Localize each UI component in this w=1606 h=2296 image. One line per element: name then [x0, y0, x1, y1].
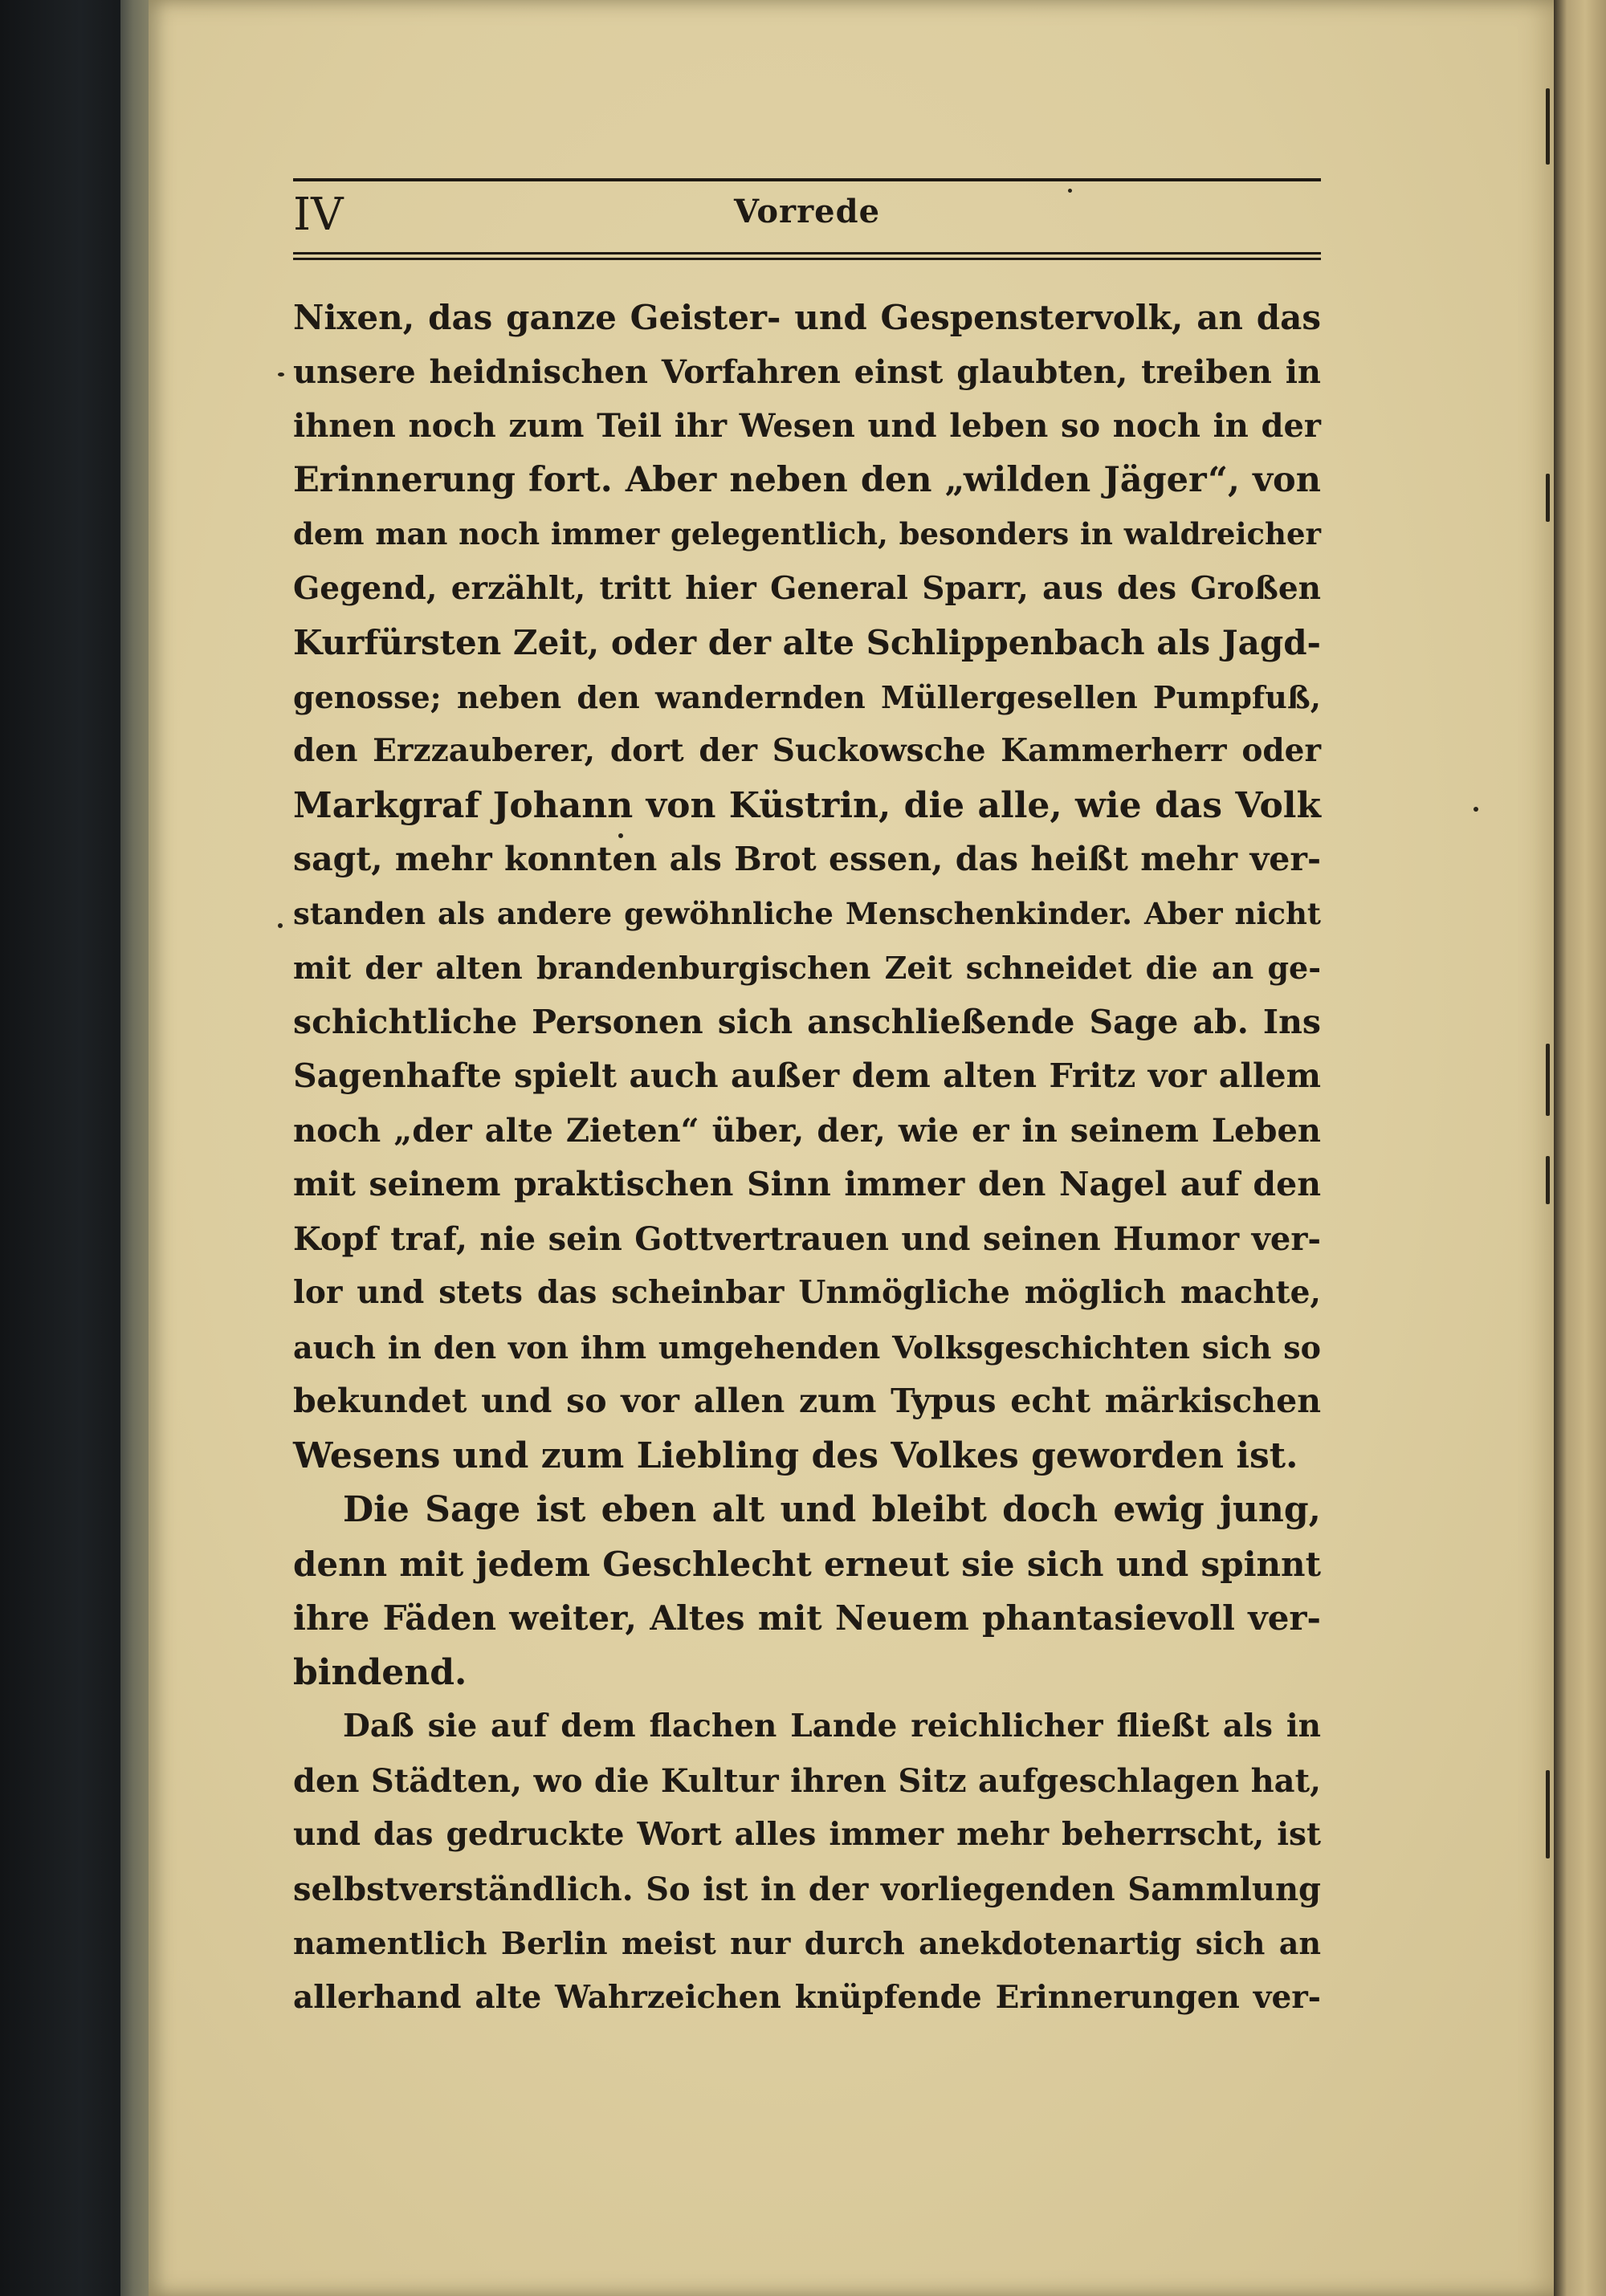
text-line: namentlich Berlin meist nur durch anekdotenartig sich an [293, 1925, 1321, 1961]
text-line: Wesens und zum Liebling des Volkes geworden ist. [293, 1435, 1298, 1476]
paper-speck [278, 372, 284, 377]
text-line: Kurfürsten Zeit, oder der alte Schlippenbach als Jagd- [293, 623, 1321, 662]
margin-mark [1546, 1156, 1550, 1204]
text-line: Markgraf Johann von Küstrin, die alle, wie das Volk [293, 784, 1321, 826]
text-line: sagt, mehr konnten als Brot essen, das heißt mehr ver- [293, 840, 1321, 878]
text-line: standen als andere gewöhnliche Menschenkinder. Aber nicht [293, 895, 1321, 931]
text-line: bindend. [293, 1651, 467, 1693]
text-line: genosse; neben den wandernden Müllergesellen Pumpfuß, [293, 678, 1321, 715]
text-line: den Erzzauberer, dort der Suckowsche Kammerherr oder [293, 732, 1321, 769]
header-rule-top [293, 178, 1321, 181]
paper-speck [1474, 807, 1478, 812]
text-line: Nixen, das ganze Geister- und Gespenstervolk, an das [293, 298, 1321, 337]
text-line: Kopf traf, nie sein Gottvertrauen und seinen Humor ver- [293, 1219, 1321, 1258]
book-cover-edge [120, 0, 153, 2296]
page-number: IV [293, 189, 344, 241]
text-line: dem man noch immer gelegentlich, besonders in waldreicher [293, 516, 1321, 552]
running-head [293, 178, 1321, 259]
text-line: selbstverständlich. So ist in der vorliegenden Sammlung [293, 1870, 1321, 1908]
text-line: unsere heidnischen Vorfahren einst glaubten, treiben in [293, 352, 1321, 391]
text-line: Die Sage ist eben alt und bleibt doch ewig jung, [343, 1489, 1321, 1530]
paper-speck [278, 923, 283, 928]
text-line: auch in den von ihm umgehenden Volksgeschichten sich so [293, 1329, 1321, 1366]
text-line: mit seinem praktischen Sinn immer den Nagel auf den [293, 1165, 1321, 1203]
margin-mark [1546, 474, 1550, 522]
text-line: Daß sie auf dem flachen Lande reichlicher fließt als in [343, 1708, 1321, 1744]
paper-speck [618, 833, 623, 838]
text-line: noch „der alte Zieten“ über, der, wie er in seinem Leben [293, 1111, 1321, 1150]
body-text [293, 291, 1321, 2025]
text-line: denn mit jedem Geschlecht erneut sie sich und spinnt [293, 1544, 1321, 1584]
margin-mark [1546, 1044, 1550, 1116]
margin-mark [1546, 1770, 1550, 1858]
text-line: ihre Fäden weiter, Altes mit Neuem phantasievoll ver- [293, 1598, 1321, 1638]
text-line: lor und stets das scheinbar Unmögliche möglich machte, [293, 1274, 1321, 1311]
running-head-title: Vorrede [733, 193, 881, 230]
paper-speck [1068, 189, 1072, 193]
text-line: bekundet und so vor allen zum Typus echt märkischen [293, 1382, 1321, 1420]
text-line: schichtliche Personen sich anschließende Sage ab. Ins [293, 1002, 1321, 1041]
header-double-rule [293, 252, 1321, 260]
text-line: Sagenhafte spielt auch außer dem alten Fritz vor allem [293, 1056, 1321, 1095]
text-line: allerhand alte Wahrzeichen knüpfende Erinnerungen ver- [293, 1978, 1321, 2016]
text-line: mit der alten brandenburgischen Zeit schneidet die an ge- [293, 950, 1321, 986]
margin-mark [1546, 88, 1550, 165]
text-line: ihnen noch zum Teil ihr Wesen und leben so noch in der [293, 407, 1321, 445]
adjacent-page-edge [1554, 0, 1606, 2296]
text-line: und das gedruckte Wort alles immer mehr beherrscht, ist [293, 1816, 1321, 1853]
text-line: Erinnerung fort. Aber neben den „wilden Jäger“, von [293, 459, 1321, 500]
text-line: den Städten, wo die Kultur ihren Sitz aufgeschlagen hat, [293, 1761, 1321, 1800]
text-line: Gegend, erzählt, tritt hier General Sparr, aus des Großen [293, 569, 1321, 607]
